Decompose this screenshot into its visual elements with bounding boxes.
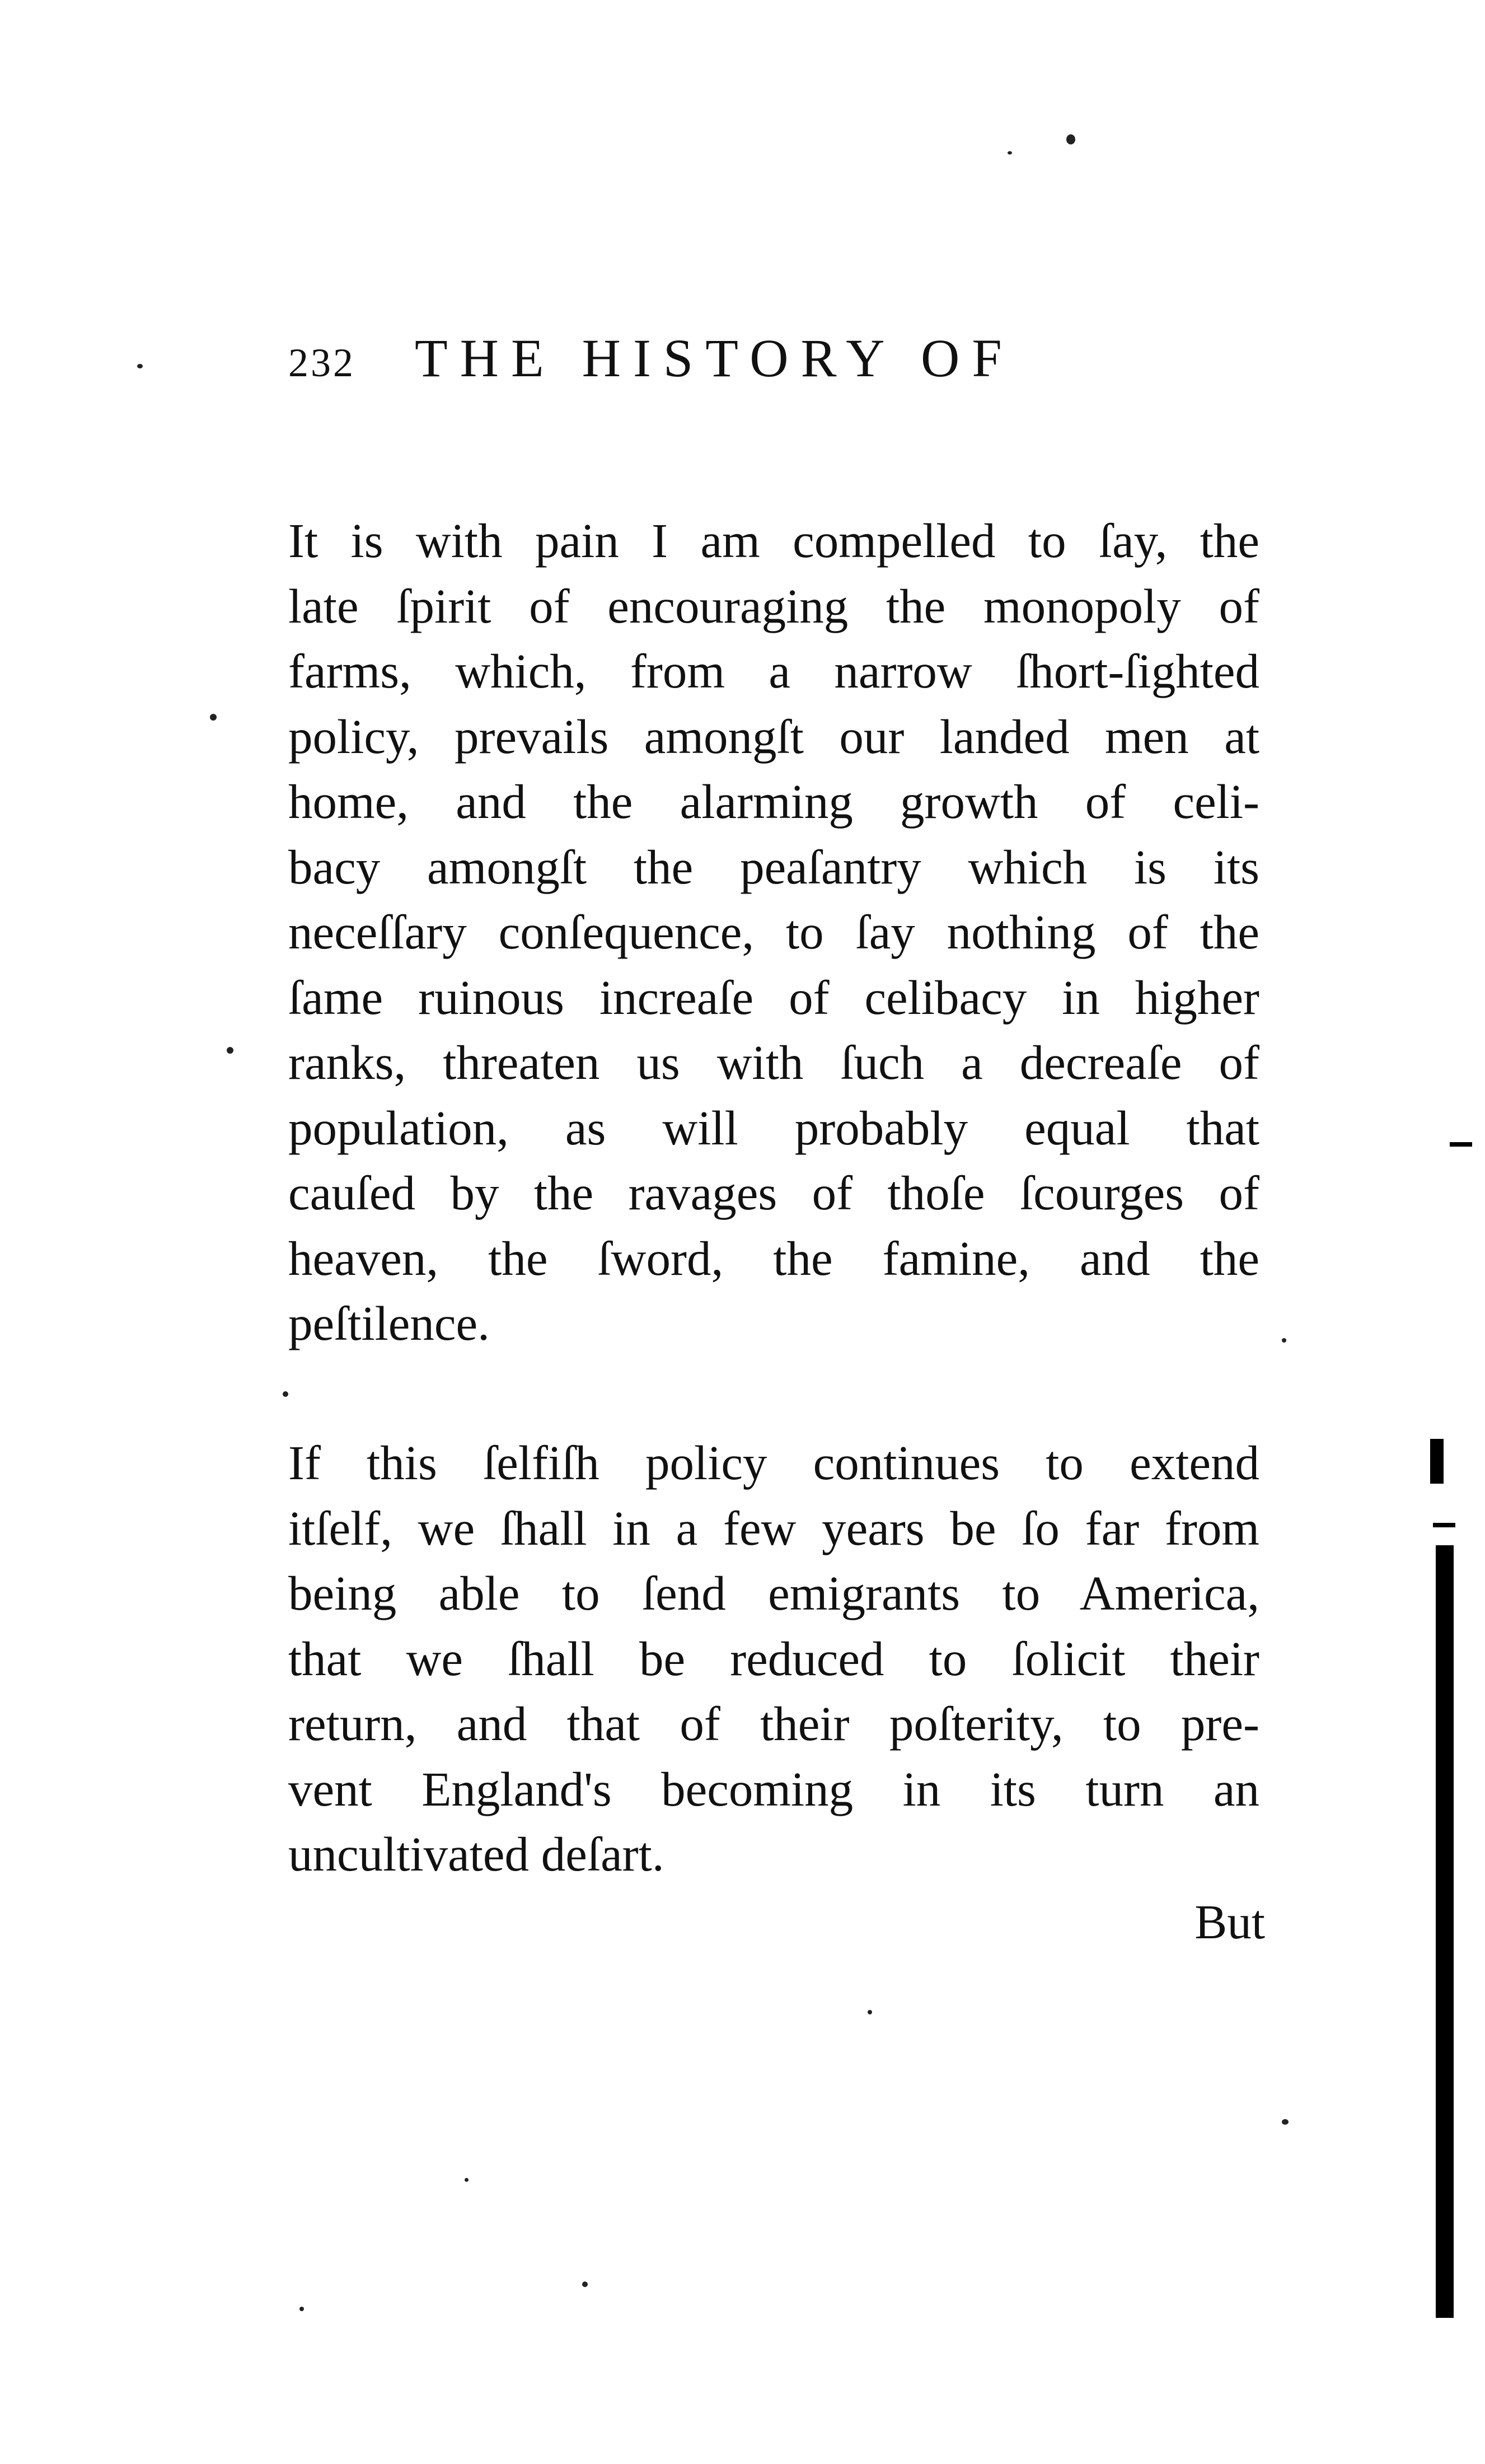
scan-edge-mark (1450, 1142, 1472, 1147)
text-line: It is with pain I am compelled to ſay, the (288, 513, 1259, 568)
scan-speck (210, 714, 217, 721)
text-line: that we ſhall be reduced to ſolicit their (288, 1631, 1259, 1686)
text-line: peſtilence. (288, 1296, 490, 1350)
text-line: cauſed by the ravages of thoſe ſcourges of (288, 1166, 1259, 1220)
scan-speck (137, 364, 143, 368)
scan-edge-mark (1433, 1523, 1455, 1527)
text-line: vent England's becoming in its turn an (288, 1761, 1259, 1816)
scan-speck (1066, 134, 1075, 144)
catchword: But (1194, 1895, 1265, 1949)
scan-speck (299, 2307, 304, 2311)
scan-speck (868, 2010, 872, 2014)
paragraph-1 (288, 508, 1259, 1357)
page-number: 232 (288, 340, 355, 385)
running-title: THE HISTORY OF (415, 328, 1014, 388)
text-line: bacy amongſt the peaſantry which is its (288, 839, 1259, 894)
text-line: heaven, the ſword, the famine, and the (288, 1231, 1259, 1285)
scan-edge-bar (1436, 1545, 1454, 2318)
paragraph-2 (288, 1430, 1259, 1887)
text-line: ranks, threaten us with ſuch a decreaſe of (288, 1035, 1259, 1090)
scan-speck (1282, 1338, 1286, 1343)
text-line: neceſſary conſequence, to ſay nothing of the (288, 905, 1259, 959)
text-line: return, and that of their poſterity, to pre- (288, 1696, 1259, 1751)
scan-speck (1282, 2119, 1289, 2125)
scan-speck (1008, 151, 1012, 155)
scan-speck (283, 1391, 288, 1397)
text-line: itſelf, we ſhall in a few years be ſo far from (288, 1500, 1259, 1555)
scan-speck (465, 2178, 469, 2182)
text-line: uncultivated deſart. (288, 1827, 664, 1881)
text-line: ſame ruinous increaſe of celibacy in higher (288, 970, 1259, 1025)
text-line: farms, which, from a narrow ſhort-ſighted (288, 644, 1259, 698)
scan-speck (227, 1047, 233, 1054)
text-line: late ſpirit of encouraging the monopoly of (288, 578, 1259, 633)
running-head (288, 319, 1296, 398)
text-line: home, and the alarming growth of celi- (288, 774, 1259, 829)
scan-edge-mark (1430, 1439, 1444, 1484)
text-line: population, as will probably equal that (288, 1100, 1259, 1155)
scan-speck (582, 2281, 588, 2287)
text-line: policy, prevails amongſt our landed men at (288, 709, 1259, 764)
text-line: being able to ſend emigrants to America, (288, 1566, 1259, 1620)
text-line: If this ſelfiſh policy continues to extend (288, 1436, 1259, 1490)
